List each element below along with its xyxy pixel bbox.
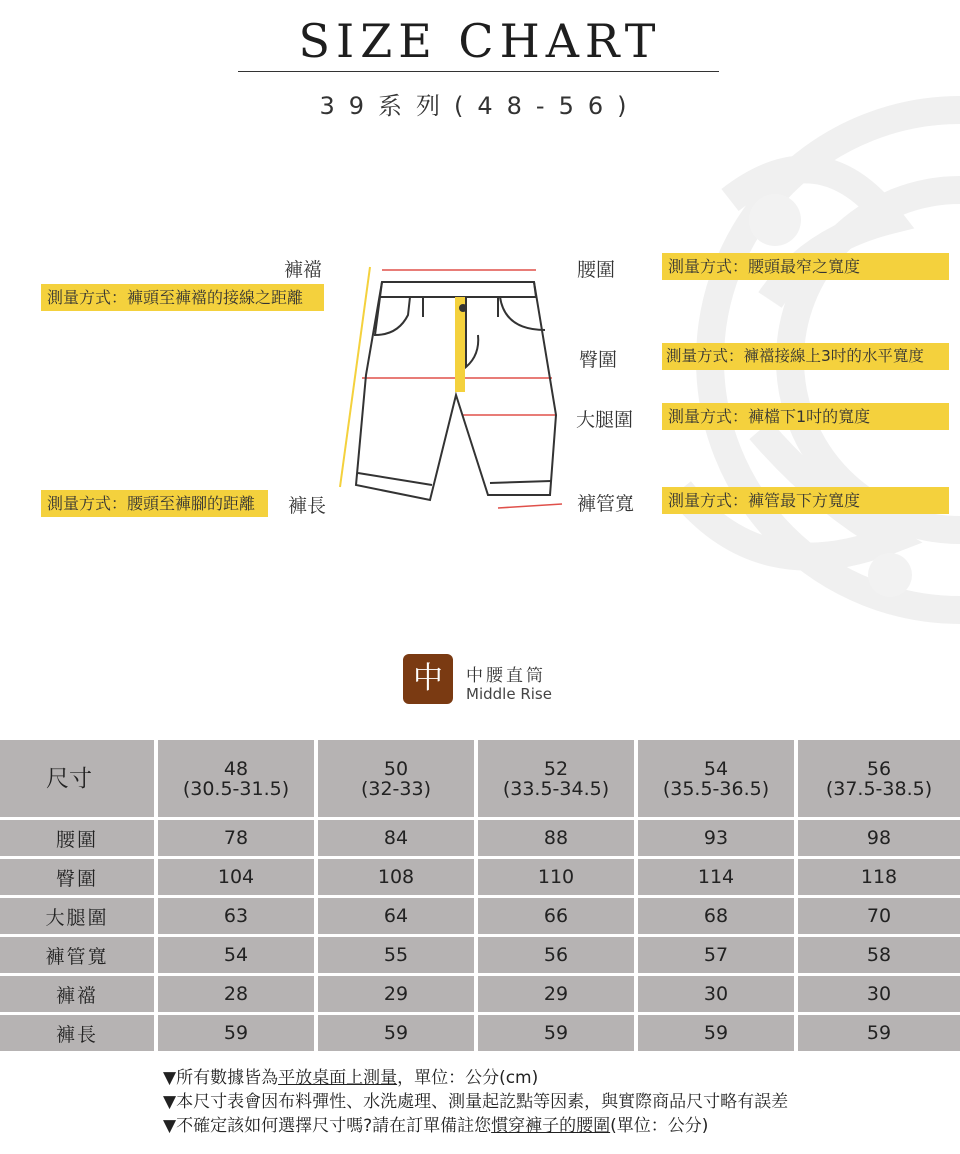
table-row [0,820,960,859]
note-text: (單位：公分) [610,1116,709,1136]
size-header [478,740,638,820]
hip-method: 測量方式：褲襠接線上3吋的水平寬度 [662,343,949,370]
table-cell: 30 [798,976,960,1015]
style-name-en: Middle Rise [466,685,552,703]
row-label: 腰圍 [0,820,158,859]
table-header-row [0,740,960,820]
note-text: ▼不確定該如何選擇尺寸嗎?請在訂單備註您 [163,1116,492,1136]
table-cell: 28 [158,976,318,1015]
table-row [0,898,960,937]
size-corner-header: 尺寸 [0,740,158,820]
size-header [638,740,798,820]
note-emphasis: 平放桌面上測量 [278,1068,398,1088]
row-label: 褲長 [0,1015,158,1054]
table-cell: 30 [638,976,798,1015]
table-cell: 58 [798,937,960,976]
size-number: 52 [543,757,569,780]
table-cell: 57 [638,937,798,976]
table-cell: 29 [318,976,478,1015]
table-cell: 108 [318,859,478,898]
waist-method: 測量方式：腰頭最窄之寬度 [662,253,949,280]
table-cell: 98 [798,820,960,859]
table-cell: 88 [478,820,638,859]
table-cell: 59 [158,1015,318,1054]
note-text: ▼所有數據皆為 [163,1068,279,1088]
hip-label: 臀圍 [579,349,618,371]
hem-label: 褲管寬 [577,493,635,515]
size-table [0,740,960,1054]
row-label: 臀圍 [0,859,158,898]
note-text: ，單位：公分(cm) [397,1068,539,1088]
table-row [0,937,960,976]
table-cell: 78 [158,820,318,859]
shorts-diagram [330,255,570,525]
table-cell: 66 [478,898,638,937]
size-header [318,740,478,820]
size-header [158,740,318,820]
table-cell: 59 [798,1015,960,1054]
hem-measure-line [498,504,562,508]
rise-method: 測量方式：褲頭至褲襠的接線之距離 [41,284,324,311]
table-cell: 110 [478,859,638,898]
size-range: (30.5-31.5) [182,777,290,800]
table-cell: 59 [318,1015,478,1054]
size-range: (32-33) [360,777,432,800]
table-cell: 70 [798,898,960,937]
table-cell: 114 [638,859,798,898]
page-title: SIZE CHART [298,14,662,68]
size-range: (33.5-34.5) [502,777,610,800]
button-icon [459,304,467,312]
size-range: (37.5-38.5) [825,777,933,800]
length-label: 褲長 [288,495,327,517]
table-cell: 84 [318,820,478,859]
thigh-method: 測量方式：褲檔下1吋的寬度 [662,403,949,430]
style-name: 中腰直筒 [466,666,546,686]
table-cell: 29 [478,976,638,1015]
table-row [0,859,960,898]
thigh-label: 大腿圍 [576,409,634,431]
size-range: (35.5-36.5) [662,777,770,800]
title-divider [238,71,719,72]
table-cell: 59 [478,1015,638,1054]
table-cell: 64 [318,898,478,937]
table-row [0,976,960,1015]
table-cell: 68 [638,898,798,937]
size-number: 54 [703,757,729,780]
hem-method: 測量方式：褲管最下方寬度 [662,487,949,514]
table-cell: 54 [158,937,318,976]
row-label: 褲管寬 [0,937,158,976]
size-header [798,740,960,820]
row-label: 大腿圍 [0,898,158,937]
size-number: 50 [383,757,409,780]
table-cell: 55 [318,937,478,976]
table-cell: 56 [478,937,638,976]
table-cell: 63 [158,898,318,937]
shorts-outline [356,282,556,500]
size-number: 56 [866,757,892,780]
table-cell: 93 [638,820,798,859]
size-number: 48 [223,757,249,780]
table-cell: 59 [638,1015,798,1054]
series-subtitle: 39系列(48-56) [319,92,641,120]
row-label: 褲襠 [0,976,158,1015]
notes [163,1066,788,1138]
table-cell: 118 [798,859,960,898]
note-emphasis: 慣穿褲子的腰圍 [491,1116,611,1136]
rise-label: 褲襠 [284,259,323,281]
note-tolerance: ▼本尺寸表會因布料彈性、水洗處理、測量起訖點等因素，與實際商品尺寸略有誤差 [163,1092,789,1112]
decorative-watermark [560,70,960,670]
table-cell: 104 [158,859,318,898]
note-order-remark [163,1114,788,1138]
table-row [0,1015,960,1054]
note-measurement [163,1066,788,1090]
rise-badge: 中 [403,654,453,704]
length-method: 測量方式：腰頭至褲腳的距離 [41,490,268,517]
waist-label: 腰圍 [577,259,616,281]
